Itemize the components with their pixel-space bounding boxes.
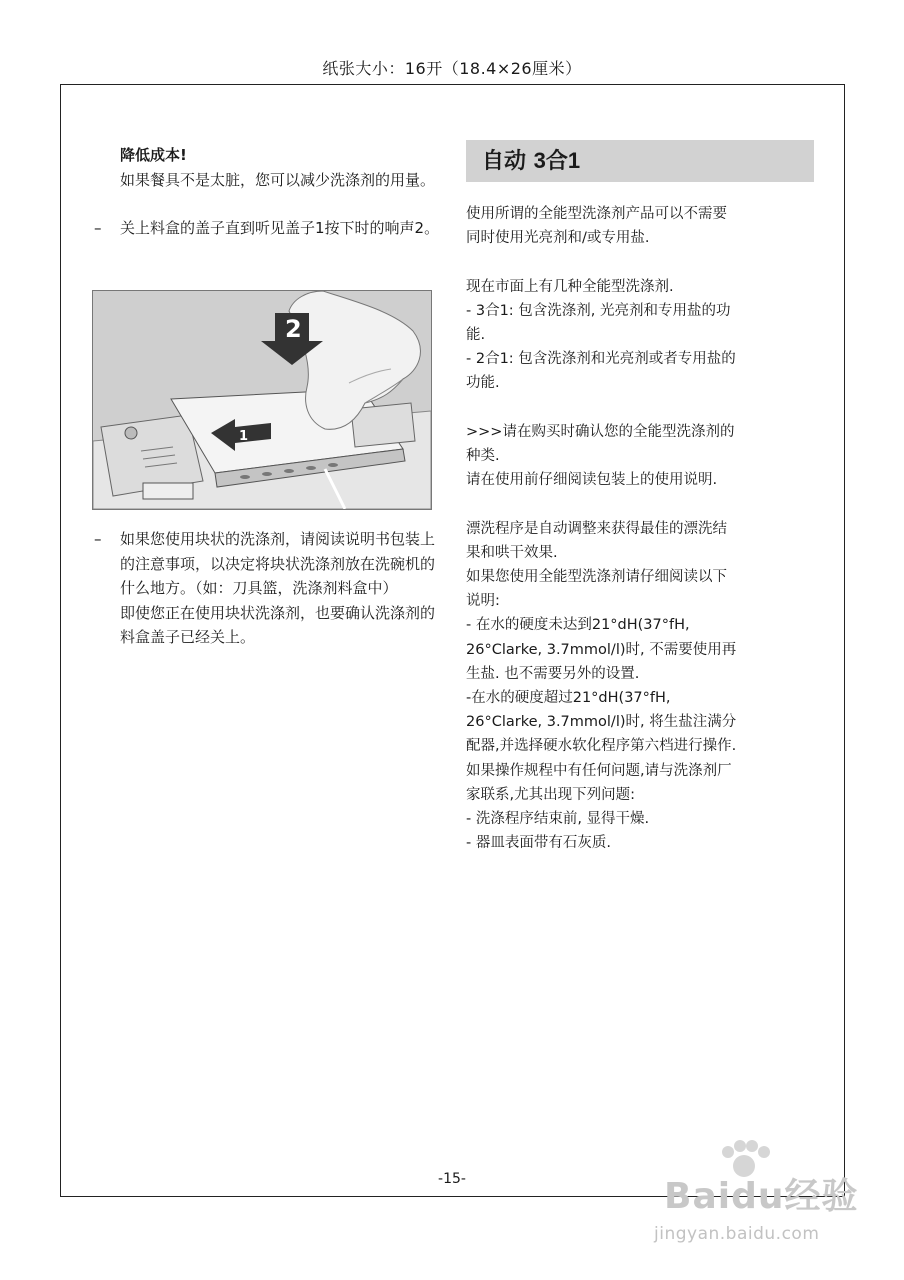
body-line: 请在使用前仔细阅读包装上的使用说明. (466, 472, 718, 489)
body-line (466, 250, 814, 274)
body-line: - 器皿表面带有石灰质. (466, 835, 611, 852)
section-body (466, 202, 814, 855)
left-column (94, 143, 440, 241)
bullet-tablet-detergent (94, 527, 440, 601)
body-line: - 在水的硬度未达到21°dH(37°fH, (466, 617, 690, 634)
section-title-b: 3合1 (533, 148, 581, 173)
detergent-lid-illustration (92, 290, 432, 510)
body-line (466, 396, 814, 420)
body-line: -在水的硬度超过21°dH(37°fH, (466, 690, 671, 707)
section-title-a: 自动 (482, 149, 534, 174)
body-line: 家联系,尤其出现下列问题: (466, 786, 635, 803)
body-line: 如果操作规程中有任何问题,请与洗涤剂厂 (466, 762, 732, 779)
body-line: 现在市面上有几种全能型洗涤剂. (466, 278, 674, 295)
body-line: 26°Clarke, 3.7mmol/l)时, 不需要使用再 (466, 641, 737, 658)
page-number: -15- (438, 1171, 466, 1187)
body-line: 生盐. 也不需要另外的设置. (466, 665, 640, 682)
paper-size-header: 纸张大小：16开（18.4×26厘米） (322, 59, 582, 78)
body-line: 种类. (466, 448, 500, 465)
bullet-dash: – (94, 530, 102, 548)
body-line: 能. (466, 327, 486, 344)
body-line: 配器,并选择硬水软化程序第六档进行操作. (466, 738, 737, 755)
left-column-lower (94, 527, 440, 650)
body-line: 26°Clarke, 3.7mmol/l)时, 将生盐注满分 (466, 714, 737, 731)
body-line: - 洗涤程序结束前, 显得干燥. (466, 811, 650, 828)
body-line: 功能. (466, 375, 500, 392)
arrow-label-1: 1 (239, 429, 249, 444)
bullet-text: 关上料盒的盖子直到听见盖子1按下时的响声2。 (120, 219, 440, 237)
watermark-url: jingyan.baidu.com (654, 1224, 820, 1244)
body-line: 果和哄干效果. (466, 544, 558, 561)
body-line: 漂洗程序是自动调整来获得最佳的漂洗结 (466, 520, 727, 537)
baidu-jingyan-watermark (634, 1140, 874, 1255)
tip-text: 如果餐具不是太脏，您可以减少洗涤剂的用量。 (120, 170, 436, 189)
bullet-close-lid (94, 216, 440, 241)
section-title (466, 140, 814, 182)
body-line: 同时使用光亮剂和/或专用盐. (466, 230, 650, 247)
bullet-text: 如果您使用块状的洗涤剂，请阅读说明书包装上的注意事项，以决定将块状洗涤剂放在洗碗机的什么地方。（如：刀具篮，洗涤剂料盒中） (120, 530, 436, 597)
bullet-note: 即使您正在使用块状洗涤剂，也要确认洗涤剂的料盒盖子已经关上。 (120, 603, 436, 646)
body-line: - 2合1: 包含洗涤剂和光亮剂或者专用盐的 (466, 351, 736, 368)
body-line: >>>请在购买时确认您的全能型洗涤剂的 (466, 423, 735, 440)
watermark-logo: Baidu经验 (664, 1176, 859, 1217)
tip-title: 降低成本! (120, 146, 187, 164)
body-line: 使用所谓的全能型洗涤剂产品可以不需要 (466, 206, 727, 222)
right-column (466, 140, 814, 855)
bullet-dash: – (94, 219, 102, 237)
body-line: 说明: (466, 593, 500, 610)
body-line (466, 492, 814, 516)
body-line: 如果您使用全能型洗涤剂请仔细阅读以下 (466, 569, 727, 586)
arrow-label-2: 2 (285, 315, 302, 343)
body-line: - 3合1: 包含洗涤剂, 光亮剂和专用盐的功 (466, 302, 731, 319)
